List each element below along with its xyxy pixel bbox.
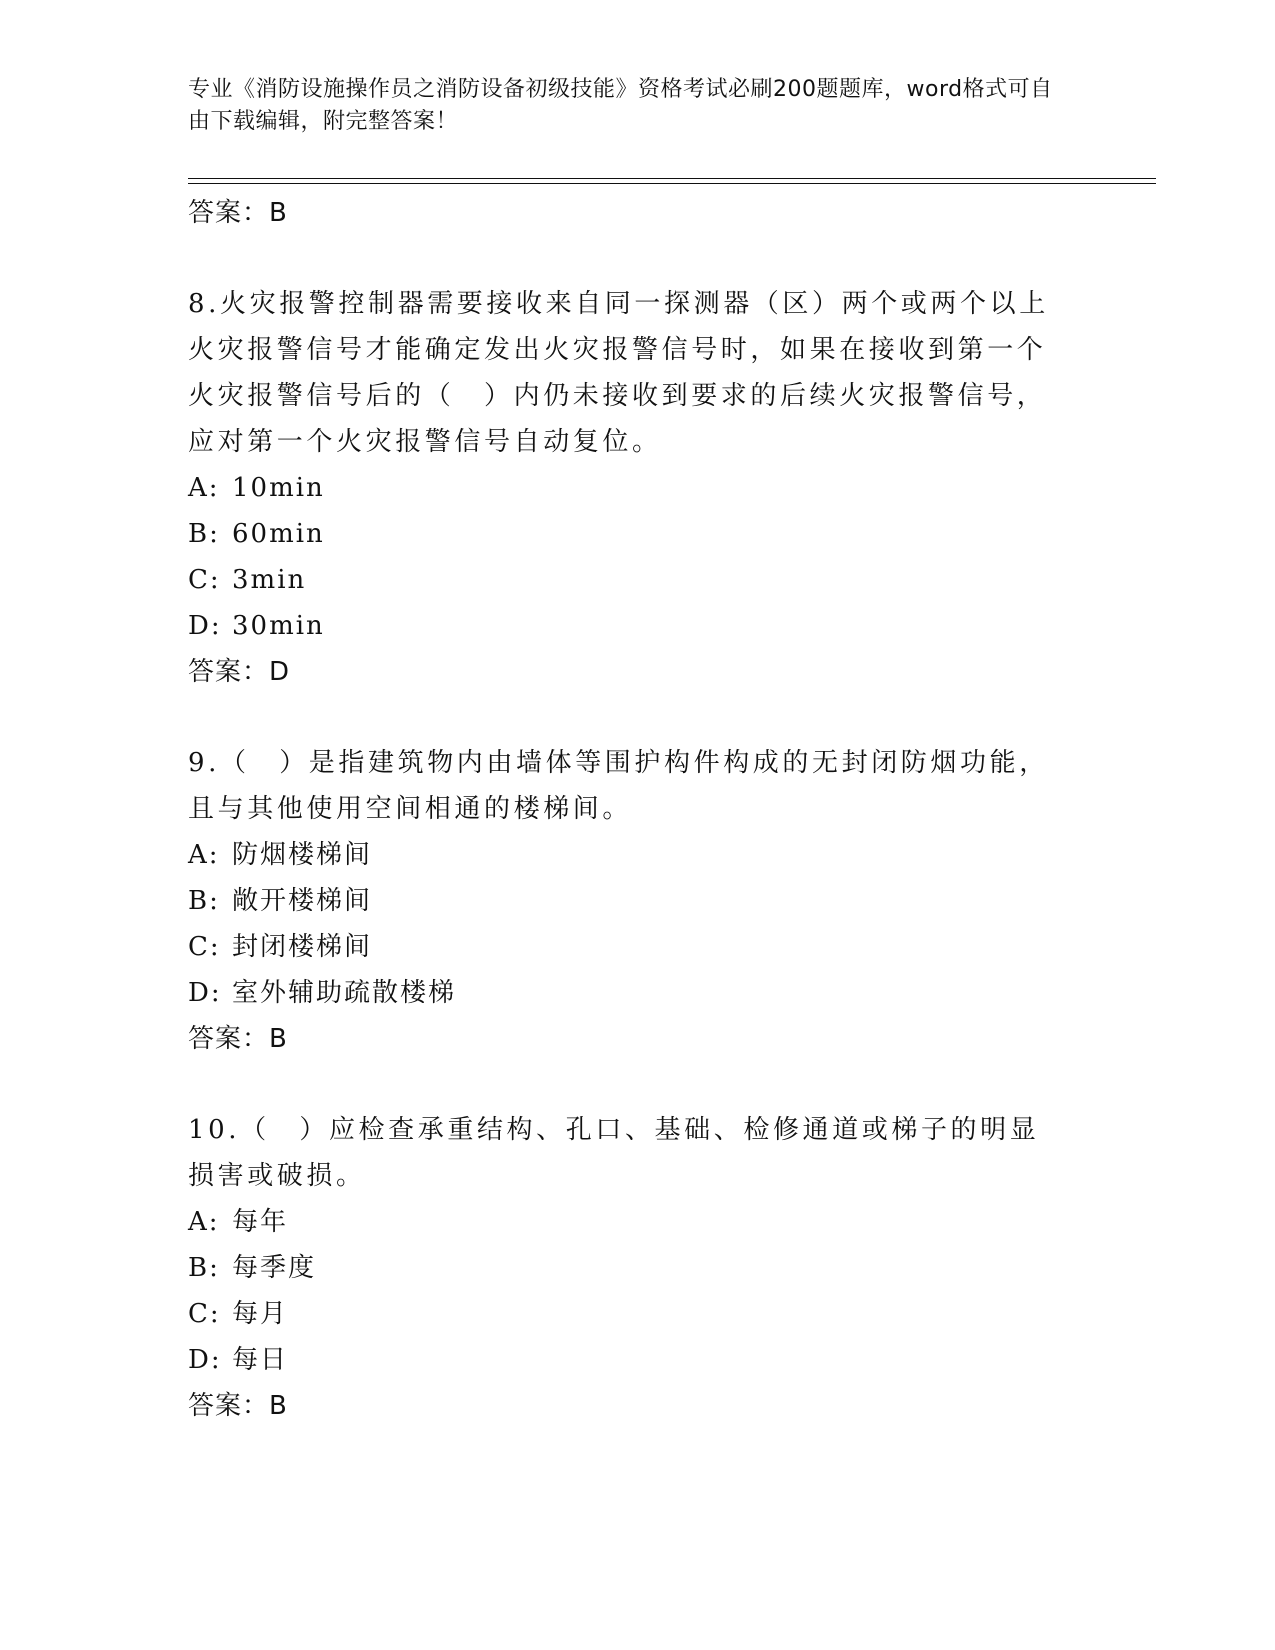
- option-letter: B:: [188, 519, 220, 549]
- option-text: 10min: [232, 473, 325, 503]
- question-9: [188, 740, 1088, 1062]
- question-stem: 10.（ ）应检查承重结构、孔口、基础、检修通道或梯子的明显损害或破损。: [188, 1115, 1040, 1191]
- answer-line: 答案：B: [188, 1024, 288, 1054]
- option-text: 每年: [232, 1207, 289, 1237]
- option-letter: D:: [188, 978, 222, 1008]
- question-list: [188, 190, 1088, 1429]
- option-letter: D:: [188, 1345, 222, 1375]
- option-text: 每日: [232, 1345, 289, 1375]
- option-text: 每季度: [232, 1253, 317, 1283]
- option-a: [188, 832, 1088, 878]
- option-text: 60min: [232, 519, 325, 549]
- page-header: 专业《消防设施操作员之消防设备初级技能》资格考试必刷200题题库，word格式可自由下载编辑，附完整答案！: [188, 77, 1053, 134]
- option-text: 敞开楼梯间: [232, 886, 373, 916]
- option-letter: A:: [188, 840, 220, 870]
- option-letter: B:: [188, 1253, 220, 1283]
- option-c: [188, 1291, 1088, 1337]
- header-divider-top: [188, 178, 1156, 179]
- option-letter: B:: [188, 886, 220, 916]
- option-text: 每月: [232, 1299, 289, 1329]
- option-text: 室外辅助疏散楼梯: [232, 978, 457, 1008]
- option-a: [188, 465, 1088, 511]
- question-stem: 9.（ ）是指建筑物内由墙体等围护构件构成的无封闭防烟功能，且与其他使用空间相通的楼梯间。: [188, 748, 1049, 824]
- previous-answer: 答案：B: [188, 198, 288, 228]
- option-letter: A:: [188, 473, 220, 503]
- option-letter: A:: [188, 1207, 220, 1237]
- option-b: [188, 511, 1088, 557]
- option-text: 防烟楼梯间: [232, 840, 373, 870]
- option-c: [188, 924, 1088, 970]
- option-letter: C:: [188, 1299, 221, 1329]
- question-10: [188, 1107, 1088, 1429]
- option-text: 3min: [232, 565, 307, 595]
- option-text: 30min: [232, 611, 325, 641]
- option-letter: D:: [188, 611, 222, 641]
- option-b: [188, 878, 1088, 924]
- option-letter: C:: [188, 932, 221, 962]
- question-8: [188, 281, 1088, 695]
- question-stem: 8.火灾报警控制器需要接收来自同一探测器（区）两个或两个以上火灾报警信号才能确定发出火灾报警信号时，如果在接收到第一个火灾报警信号后的（ ）内仍未接收到要求的后续火灾报警信号，应对第一个火灾报警信号自动复位。: [188, 289, 1049, 457]
- option-d: [188, 1337, 1088, 1383]
- option-a: [188, 1199, 1088, 1245]
- answer-line: 答案：B: [188, 1391, 288, 1421]
- answer-line: 答案：D: [188, 657, 291, 687]
- option-text: 封闭楼梯间: [232, 932, 373, 962]
- option-letter: C:: [188, 565, 221, 595]
- option-c: [188, 557, 1088, 603]
- option-b: [188, 1245, 1088, 1291]
- option-d: [188, 970, 1088, 1016]
- option-d: [188, 603, 1088, 649]
- header-divider-bottom: [188, 183, 1156, 184]
